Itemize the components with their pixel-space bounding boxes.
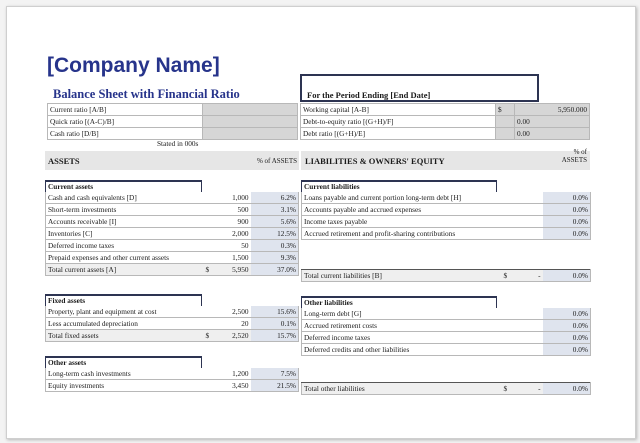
liability-row xyxy=(302,216,591,228)
liabilities-pct-header: % of ASSETS xyxy=(561,148,587,164)
row-spacer xyxy=(502,228,512,240)
total-value: - xyxy=(512,383,543,395)
liability-row xyxy=(302,344,591,356)
row-value[interactable]: 20 xyxy=(214,318,251,330)
sheet-subtitle: Balance Sheet with Financial Ratio xyxy=(53,87,240,101)
total-value: 5,950 xyxy=(214,264,251,276)
total-other-liabilities-block xyxy=(301,382,590,395)
ratio-row-working-capital xyxy=(301,104,590,116)
row-pct: 12.5% xyxy=(251,228,299,240)
row-spacer xyxy=(502,308,512,320)
row-label: Property, plant and equipment at cost xyxy=(46,306,204,318)
current-assets-table xyxy=(45,192,299,276)
total-value: 2,520 xyxy=(214,330,251,342)
row-label: Loans payable and current portion long-term debt [H] xyxy=(302,192,502,204)
ratio-row-current xyxy=(48,104,298,116)
fixed-assets-header: Fixed assets xyxy=(45,294,202,306)
row-pct: 21.5% xyxy=(251,380,299,392)
row-label: Accrued retirement and profit-sharing contributions xyxy=(302,228,502,240)
row-label: Short-term investments xyxy=(46,204,204,216)
total-currency: $ xyxy=(204,330,214,342)
total-currency: $ xyxy=(204,264,214,276)
row-label: Deferred income taxes xyxy=(46,240,204,252)
asset-row xyxy=(46,240,299,252)
row-value[interactable]: 50 xyxy=(214,240,251,252)
row-spacer xyxy=(502,332,512,344)
total-pct: 37.0% xyxy=(251,264,299,276)
row-label: Equity investments xyxy=(46,380,204,392)
total-pct: 0.0% xyxy=(543,270,591,282)
liability-row xyxy=(302,192,591,204)
row-pct: 0.0% xyxy=(543,308,591,320)
current-liabilities-table xyxy=(301,192,591,240)
row-spacer xyxy=(512,216,543,228)
asset-row xyxy=(46,192,299,204)
row-label: Deferred income taxes xyxy=(302,332,502,344)
row-spacer xyxy=(502,204,512,216)
row-pct: 15.6% xyxy=(251,306,299,318)
row-pct: 3.1% xyxy=(251,204,299,216)
row-pct: 5.6% xyxy=(251,216,299,228)
liability-row xyxy=(302,320,591,332)
ratio-label: Current ratio [A/B] xyxy=(48,104,203,116)
liability-row xyxy=(302,308,591,320)
ratio-label: Quick ratio [(A-C)/B] xyxy=(48,116,203,128)
total-label: Total fixed assets xyxy=(46,330,204,342)
row-label: Less accumulated depreciation xyxy=(46,318,204,330)
total-label: Total other liabilities xyxy=(302,383,502,395)
ratio-currency xyxy=(496,128,515,140)
current-liabilities-header: Current liabilities xyxy=(301,180,497,192)
row-pct: 0.0% xyxy=(543,216,591,228)
asset-row xyxy=(46,318,299,330)
row-spacer xyxy=(512,308,543,320)
current-assets-block xyxy=(45,180,298,276)
asset-row xyxy=(46,368,299,380)
row-label: Cash and cash equivalents [D] xyxy=(46,192,204,204)
ratio-label: Debt ratio [(G+H)/E] xyxy=(301,128,496,140)
total-currency: $ xyxy=(502,383,512,395)
other-liabilities-header: Other liabilities xyxy=(301,296,497,308)
liability-row xyxy=(302,228,591,240)
row-label: Long-term debt [G] xyxy=(302,308,502,320)
other-assets-header: Other assets xyxy=(45,356,202,368)
total-current-assets-row xyxy=(46,264,299,276)
ratios-left-table xyxy=(47,103,298,140)
row-pct: 6.2% xyxy=(251,192,299,204)
row-spacer xyxy=(512,332,543,344)
row-spacer xyxy=(204,228,214,240)
row-label: Inventories [C] xyxy=(46,228,204,240)
liabilities-title: LIABILITIES & OWNERS' EQUITY xyxy=(305,156,445,166)
company-name[interactable]: [Company Name] xyxy=(47,54,220,77)
row-spacer xyxy=(204,368,214,380)
ratio-label: Working capital [A-B] xyxy=(301,104,496,116)
row-label: Accrued retirement costs xyxy=(302,320,502,332)
row-spacer xyxy=(204,318,214,330)
row-pct: 0.0% xyxy=(543,332,591,344)
total-current-liabilities-row xyxy=(302,270,591,282)
row-label: Deferred credits and other liabilities xyxy=(302,344,502,356)
row-spacer xyxy=(512,192,543,204)
row-spacer xyxy=(204,240,214,252)
asset-row xyxy=(46,228,299,240)
asset-row xyxy=(46,380,299,392)
ratio-row-quick xyxy=(48,116,298,128)
total-current-liabilities-block xyxy=(301,269,590,282)
total-label: Total current assets [A] xyxy=(46,264,204,276)
row-label: Prepaid expenses and other current assets xyxy=(46,252,204,264)
total-current-liabilities-table xyxy=(301,269,591,282)
row-pct: 7.5% xyxy=(251,368,299,380)
total-other-liabilities-table xyxy=(301,382,591,395)
row-label: Accounts receivable [I] xyxy=(46,216,204,228)
row-spacer xyxy=(204,252,214,264)
row-pct: 0.0% xyxy=(543,192,591,204)
total-value: - xyxy=(512,270,543,282)
row-label: Long-term cash investments xyxy=(46,368,204,380)
other-liabilities-table xyxy=(301,308,591,356)
row-value[interactable]: 2,000 xyxy=(214,228,251,240)
asset-row xyxy=(46,252,299,264)
row-label: Accounts payable and accrued expenses xyxy=(302,204,502,216)
row-spacer xyxy=(204,380,214,392)
row-spacer xyxy=(512,344,543,356)
ratio-row-debt-ratio xyxy=(301,128,590,140)
row-value[interactable]: 2,500 xyxy=(214,306,251,318)
row-spacer xyxy=(502,320,512,332)
row-pct: 0.0% xyxy=(543,204,591,216)
row-spacer xyxy=(204,192,214,204)
other-assets-table xyxy=(45,368,299,392)
row-spacer xyxy=(512,204,543,216)
total-pct: 15.7% xyxy=(251,330,299,342)
other-liabilities-block xyxy=(301,296,590,356)
row-label: Income taxes payable xyxy=(302,216,502,228)
row-pct: 9.3% xyxy=(251,252,299,264)
asset-row xyxy=(46,306,299,318)
total-label: Total current liabilities [B] xyxy=(302,270,502,282)
ratio-value[interactable] xyxy=(203,116,298,128)
balance-sheet-page xyxy=(6,6,636,439)
asset-row xyxy=(46,216,299,228)
total-pct: 0.0% xyxy=(543,383,591,395)
ratio-value[interactable] xyxy=(203,104,298,116)
total-currency: $ xyxy=(502,270,512,282)
row-spacer xyxy=(204,216,214,228)
ratios-right-table xyxy=(300,103,590,140)
row-value[interactable]: 1,200 xyxy=(214,368,251,380)
row-pct: 0.0% xyxy=(543,228,591,240)
total-fixed-assets-row xyxy=(46,330,299,342)
row-spacer xyxy=(502,192,512,204)
assets-pct-header: % of ASSETS xyxy=(256,157,297,165)
liability-row xyxy=(302,332,591,344)
ratio-value[interactable]: 0.00 xyxy=(515,116,590,128)
other-assets-block xyxy=(45,356,298,392)
current-liabilities-block xyxy=(301,180,590,240)
total-other-liabilities-row xyxy=(302,383,591,395)
row-spacer xyxy=(502,344,512,356)
ratio-label: Debt-to-equity ratio [(G+H)/F] xyxy=(301,116,496,128)
row-pct: 0.0% xyxy=(543,320,591,332)
ratio-currency: $ xyxy=(496,104,515,116)
fixed-assets-table xyxy=(45,306,299,342)
current-assets-header: Current assets xyxy=(45,180,202,192)
row-pct: 0.1% xyxy=(251,318,299,330)
liability-row xyxy=(302,204,591,216)
row-spacer xyxy=(204,204,214,216)
ratio-currency xyxy=(496,116,515,128)
row-spacer xyxy=(204,306,214,318)
ratio-value[interactable]: 5,950.000 xyxy=(515,104,590,116)
row-value[interactable]: 500 xyxy=(214,204,251,216)
row-value[interactable]: 1,000 xyxy=(214,192,251,204)
assets-title: ASSETS xyxy=(48,156,80,166)
row-spacer xyxy=(512,320,543,332)
ratio-value[interactable]: 0.00 xyxy=(515,128,590,140)
row-pct: 0.0% xyxy=(543,344,591,356)
ratio-value[interactable] xyxy=(203,128,298,140)
asset-row xyxy=(46,204,299,216)
row-value[interactable]: 900 xyxy=(214,216,251,228)
fixed-assets-block xyxy=(45,294,298,342)
period-ending-box[interactable]: For the Period Ending [End Date] xyxy=(300,74,539,102)
row-spacer xyxy=(512,228,543,240)
row-value[interactable]: 3,450 xyxy=(214,380,251,392)
row-pct: 0.3% xyxy=(251,240,299,252)
row-value[interactable]: 1,500 xyxy=(214,252,251,264)
ratio-label: Cash ratio [D/B] xyxy=(48,128,203,140)
ratio-row-debt-to-equity xyxy=(301,116,590,128)
row-spacer xyxy=(502,216,512,228)
stated-in-note: Stated in 000s xyxy=(157,139,199,148)
